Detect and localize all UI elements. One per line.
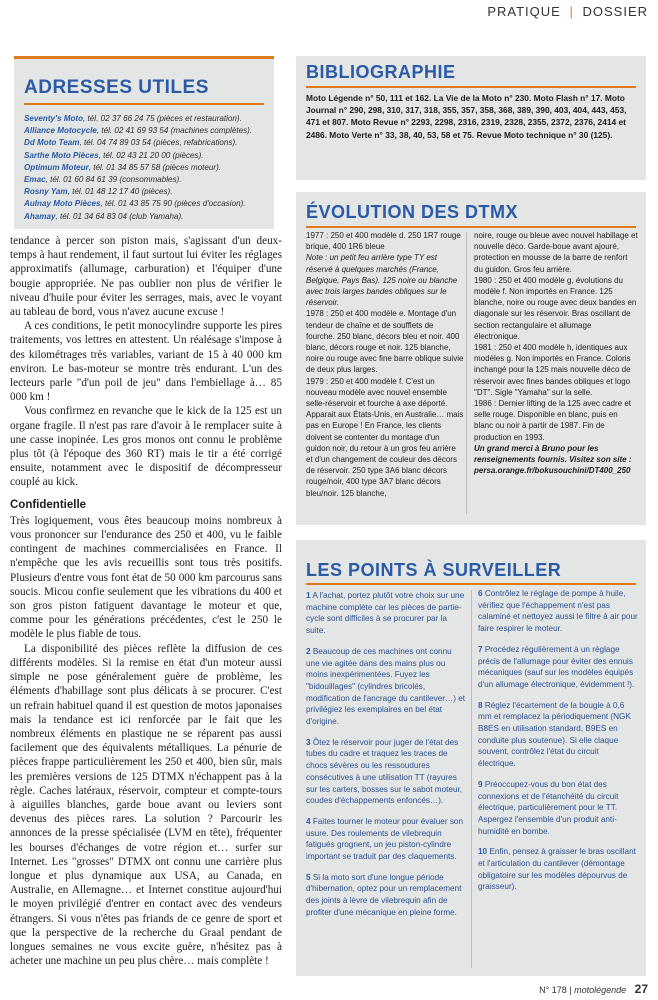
checkpoints-box — [296, 540, 646, 976]
address-detail: , tél. 01 60 84 61 39 (consommables). — [45, 175, 182, 185]
header-separator: | — [569, 4, 574, 19]
page-footer: N° 178 | motolégende 27 — [539, 982, 648, 996]
checkpoint-text: Réglez l'écartement de la bougie à 0,6 mm et remplacez la périodiquement (NGK B8ES en utilisation standard, B9ES en conduite plus soutenue). Si elle claque souvent, contrôlez l'état du circuit électrique. — [478, 700, 631, 769]
checkpoint-item — [478, 644, 638, 691]
checkpoint-item — [478, 588, 638, 635]
checkpoint-item — [478, 846, 638, 893]
paragraph: La disponibilité des pièces reflète la diffusion de ces différents modèles. Si la remise en état d'un moteur aussi simple ne pose généralement guère de problème, les éléments d'habillage sont plus délicats à se procurer. C'est un refrain habituel quand il est question de motos japonaises mais la tendance est ici renforcée par le fait que les nombreux éléments en plastique ne se réparent pas aussi facilement que des équivalents métalliques. La pénurie de pièces frappe particulièrement les 250 et 400, bien sûr, mais les premières versions de 125 DTMX n'échappent pas à la règle. Caches latéraux, réservoir, compteur et compte-tours à aiguilles blanches, garde boue avant ou leviers sont devenus des pièces rares. La solution ? Parcourir les annonces de la presse spécialisée (LVM en tête), fréquenter les bourses d'échanges de votre région et… surfer sur Internet. Les "grosses" DTMX ont connu une carrière plus longue et plus dynamique aux USA, au Canada, en Australie, en Allemagne… et Internet constitue aujourd'hui le moyen privilégié d'entrer en contact avec des vendeurs étrangers. Si vous n'êtes pas friands de ce genre de sport et que la perspective de la recherche du Graal pendant de longues semaines ne vous excite guère, n'hésitez pas à acheter une machine un peu plus chère… mais complète ! — [10, 642, 282, 968]
address-detail: , tél. 02 41 69 93 54 (machines complètes). — [96, 126, 253, 136]
address-detail: , tél. 01 43 85 75 90 (pièces d'occasion). — [100, 199, 246, 209]
title-rule — [306, 86, 636, 88]
address-name: Alliance Motocycle — [24, 126, 97, 136]
address-name: Sarthe Moto Pièces — [24, 150, 99, 160]
checkpoint-text: Si la moto sort d'une longue période d'hibernation, optez pour un remplacement des joints à lèvre de vilebrequin afin de profiter d'une mécanique en pleine forme. — [306, 872, 462, 917]
address-detail: , tél. 01 34 64 83 04 (club Yamaha). — [55, 211, 184, 221]
section-heading: Confidentielle — [10, 498, 87, 511]
evolution-title: ÉVOLUTION DES DTMX — [306, 202, 519, 222]
checkpoint-item — [306, 737, 466, 807]
checkpoint-item — [478, 700, 638, 770]
subsection-label: DOSSIER — [582, 4, 648, 19]
address-name: Aulnay Moto Pièces — [24, 199, 101, 209]
page-header — [487, 4, 648, 19]
checkpoint-number: 3 — [306, 737, 311, 747]
checkpoint-number: 5 — [306, 872, 311, 882]
evolution-entry: noire, rouge ou bleue avec nouvel habillage et nouvelle déco. Garde-boue avant ajouré, protection en mousse de la barre de renfort du guidon. Gros feu arrière. — [474, 231, 638, 274]
checkpoint-item — [306, 646, 466, 728]
checkpoint-number: 6 — [478, 589, 483, 598]
checkpoint-item — [306, 816, 466, 863]
address-name: Emac — [24, 175, 46, 185]
article-body — [10, 234, 282, 968]
list-item — [24, 186, 274, 198]
list-item — [24, 137, 274, 149]
checkpoints-column-1 — [306, 590, 466, 928]
checkpoint-number: 7 — [478, 644, 483, 654]
address-name: Optimum Moteur — [24, 162, 89, 172]
evolution-entry: Un grand merci à Bruno pour les renseignements fournis. Visitez son site : persa.orange.fr/bokusouchini/DT400_250 — [474, 443, 632, 476]
addresses-box — [14, 56, 274, 229]
list-item — [24, 113, 274, 125]
column-divider — [471, 590, 472, 968]
checkpoint-text: Beaucoup de ces machines ont connu une vie agitée dans des mains plus ou moins inexpérimentées. Fuyez les "bidouillages" (cylindres bricolés, modification de l'ancrage du cantilever…) et privilégiez les exemplaires en bel état d'origine. — [306, 646, 466, 727]
address-name: Seventy's Moto — [24, 114, 84, 123]
paragraph: tendance à percer son piston mais, s'agissant d'un deux-temps à haut rendement, il faut surtout lui éviter les réglages approximatifs (allumage, carburation) et l'équiper d'une bougie appropriée. Ne pas oublier non plus de vérifier le niveau d'huile pour éviter les serrages, mais, avec le voyant au tableau de bord, vous n'avez aucune excuse ! — [10, 235, 282, 319]
address-detail: , tél. 02 43 21 20 00 (pièces). — [98, 150, 204, 160]
title-rule — [24, 103, 264, 105]
checkpoint-number: 1 — [306, 591, 311, 600]
page-number: 27 — [634, 982, 648, 996]
checkpoint-text: Ôtez le réservoir pour juger de l'état des tubes du cadre et traquez les traces de chocs sévères ou les ressoudures consécutives à une utilisation TT (rayures sur les carters, bosses sur le sabot moteur, coudes d'échappements enfoncés…). — [306, 737, 463, 806]
evolution-entry: 1978 : 250 et 400 modèle e. Montage d'un tendeur de chaîne et de soufflets de fourche. 250 blanc, décors bleu et noir. 400 blanc, décors rouge et noir. 125 blanche, noire ou rouge avec fine barre oblique suivie de deux plus larges. — [306, 309, 464, 375]
checkpoint-number: 9 — [478, 779, 483, 789]
evolution-entry: 1980 : 250 et 400 modèle g, évolutions du modèle f. Non importés en France. 125 blanche, noire ou rouge avec deux bandes en diagonale sur les réservoir. Bras oscillant de section rectangulaire et allumage électronique. — [474, 275, 637, 341]
evolution-box — [296, 192, 646, 525]
list-item — [24, 198, 274, 210]
checkpoint-text: Contrôlez le réglage de pompe à huile, vérifiez que l'échappement n'est pas calaminé et nettoyez aussi le filtre à air pour faire respirer le moteur. — [478, 589, 638, 634]
column-divider — [466, 232, 467, 514]
magazine-logo: motolégende — [574, 985, 627, 995]
evolution-entry: Note : un petit feu arrière type TY est réservé à quelques marchés (France, Belgique, Pays Bas). 125 noire ou blanche avec trois larges bandes obliques sur le réservoir. — [306, 253, 458, 308]
evolution-entry: 1977 : 250 et 400 modèle d. 250 1R7 rouge brique, 400 1R6 bleue — [306, 231, 461, 252]
checkpoint-text: A l'achat, portez plutôt votre choix sur une machine complète car les pièces de partie-cycle sont difficiles à se procurer par la suite. — [306, 591, 465, 636]
checkpoint-item — [478, 779, 638, 838]
paragraph: Très logiquement, vous êtes beaucoup moins nombreux à vous prononcer sur l'endurance des 250 et 400, vu le faible contingent de machines commercialisées en France. Il n'empêche que les avis recueillis sont tous très positifs. Plusieurs d'entre vous font état de 50 000 km parcourus sans soucis. Micou confie seulement que les vibrations du 400 et son gros piston fatiguent davantage le moteur et que, comme pour les générations précédentes, c'est le 250 le modèle le plus fiable de tous. — [10, 514, 282, 641]
bibliography-text: Moto Légende n° 50, 111 et 162. La Vie de la Moto n° 230. Moto Flash n° 17. Moto Journal n° 290, 298, 310, 317, 318, 355, 357, 358, 368, 389, 390, 403, 404, 443, 453, 471 et 807. Moto Revue n° 2293, 2298, 2316, 2319, 2328, 2355, 2372, 2376, 2414 et 2486. Moto Verte n° 33, 38, 40, 53, 58 et 75. Revue Moto technique n° 30 (125). — [306, 93, 627, 140]
checkpoint-number: 10 — [478, 847, 488, 857]
checkpoint-text: Procédez régulièrement à un réglage précis de l'allumage pour éviter des ennuis mécaniques (sauf sur les modèles équipés d'un allumage électronique, évidemment !). — [478, 644, 635, 689]
checkpoint-number: 2 — [306, 646, 311, 656]
checkpoint-number: 4 — [306, 816, 311, 826]
list-item — [24, 211, 274, 223]
section-label: PRATIQUE — [487, 4, 561, 19]
evolution-entry: 1979 : 250 et 400 modèle f. C'est un nouveau modèle avec nouvel ensemble selle-réservoir et fourche à axe déporté. Apparait aux États-Unis, en Australie… mais pas en Europe ! En France, les clients doivent se contenter du montage d'un guidon noir, du retour à un gros feu arrière et d'un changement de couleur des décors de réservoir. 250 type 3A6 blanc décors rouge/noir, 400 type 3A7 blanc décors bleu/noir. 125 blanche, — [306, 376, 464, 498]
checkpoint-text: Préoccupez-vous du bon état des connexions et de l'étanchéité du circuit électrique, particulièrement pour le TT. Aspergez l'ensemble d'un produit anti-humidité en bombe. — [478, 779, 619, 836]
checkpoints-column-2 — [478, 588, 638, 902]
address-detail: , tél. 04 74 89 03 54 (pièces, refabrications). — [79, 138, 238, 148]
address-detail: , tél. 01 34 85 57 58 (pièces moteur). — [88, 162, 222, 172]
evolution-column-2 — [474, 230, 638, 476]
addresses-title: ADRESSES UTILES — [24, 77, 209, 98]
bibliography-title: BIBLIOGRAPHIE — [306, 62, 456, 82]
address-name: Rosny Yam — [24, 187, 68, 197]
address-name: Ahamay — [24, 211, 56, 221]
checkpoints-title: LES POINTS À SURVEILLER — [306, 560, 562, 580]
address-name: Dd Moto Team — [24, 138, 80, 148]
address-detail: , tél. 02 37 66 24 75 (pièces et restauration). — [83, 114, 242, 123]
checkpoint-text: Faites tourner le moteur pour évaluer son usure. Des roulements de vilebrequin fatigués grognent, un jeu piston-cylindre important se traduit par des claquements. — [306, 816, 464, 862]
checkpoint-item — [306, 590, 466, 637]
list-item — [24, 174, 274, 186]
paragraph: A ces conditions, le petit monocylindre supporte les pires traitements, vos lettres en attestent. Un réalésage s'impose à des kilométrages très variables, variant de 15 à 40 000 km environ. Le bas-moteur se montre très endurant. L'un des lecteurs parle "d'un poil de jeu" dans l'embiellage à… 85 000 km ! — [10, 320, 282, 404]
paragraph: Vous confirmez en revanche que le kick de la 125 est un organe fragile. Il n'est pas rare d'avoir à le remplacer suite à une casse inopinée. Les gros monos ont connu le problème plus tôt (à l'époque des 360 RT) mais le tir a été corrigé ensuite, notamment avec le dispositif de décompresseur couplé au kick. — [10, 405, 282, 489]
checkpoint-item — [306, 872, 466, 919]
title-rule — [306, 583, 636, 585]
list-item — [24, 125, 274, 137]
checkpoint-number: 8 — [478, 700, 483, 710]
address-list — [24, 113, 274, 223]
title-rule — [306, 226, 636, 228]
checkpoint-text: Enfin, pensez à graisser le bras oscillant et l'articulation du cantilever (démontage obligatoire sur les modèles dépourvus de graisseur). — [478, 847, 636, 892]
address-detail: , tél. 01 48 12 17 40 (pièces). — [67, 187, 173, 197]
issue-number: N° 178 — [539, 985, 567, 995]
evolution-entry: 1981 : 250 et 400 modèle h, identiques aux modèles g. Non importés en France. Coloris inchangé pour la 125 mais nouvelle déco de réservoir avec fines bandes obliques et logo "DT". Sigle "Yamaha" sur la selle. — [474, 343, 631, 397]
evolution-entry: 1986 : Dernier lifting de la 125 avec cadre et selle rouge. Disponible en blanc, puis en blanc ou noir à partir de 1987. Fin de production en 1993. — [474, 399, 631, 442]
evolution-column-1 — [306, 230, 464, 499]
list-item — [24, 162, 274, 174]
bibliography-box — [296, 56, 646, 180]
list-item — [24, 150, 274, 162]
